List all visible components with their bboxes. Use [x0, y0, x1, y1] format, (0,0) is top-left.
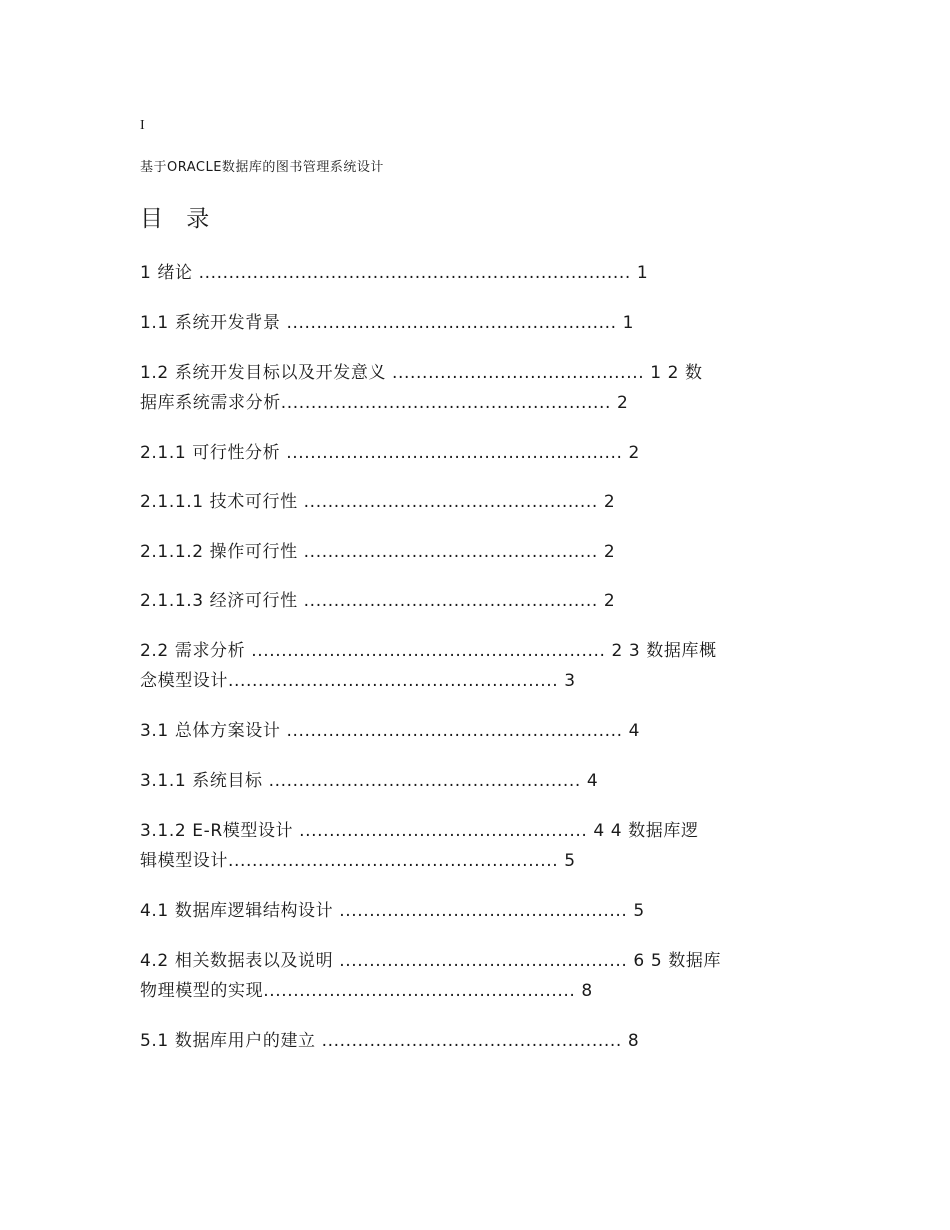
- toc-entry[interactable]: [140, 816, 699, 876]
- toc-entry-line: 1.1 系统开发背景 ....................................................... 1: [140, 313, 635, 333]
- toc-entry[interactable]: [140, 586, 615, 616]
- toc-entry-line: 3.1.1 系统目标 .................................................... 4: [140, 771, 599, 791]
- toc-entry-line: 物理模型的实现.................................................... 8: [140, 981, 593, 1001]
- toc-entry-line: 3.1 总体方案设计 ........................................................ 4: [140, 721, 641, 741]
- toc-entry[interactable]: [140, 258, 648, 288]
- toc-entry-line: 念模型设计....................................................... 3: [140, 671, 576, 691]
- toc-entry-line: 3.1.2 E-R模型设计 ................................................ 4 4 数据库逻: [140, 821, 699, 841]
- toc-entry[interactable]: [140, 766, 598, 796]
- toc-entry[interactable]: [140, 438, 640, 468]
- toc-entry-line: 5.1 数据库用户的建立 .................................................. 8: [140, 1031, 640, 1051]
- toc-entry-line: 2.1.1.2 操作可行性 ................................................. 2: [140, 542, 616, 562]
- toc-entry-line: 4.2 相关数据表以及说明 ................................................ 6 5 数据库: [140, 951, 722, 971]
- toc-entry[interactable]: [140, 1026, 639, 1056]
- toc-entry[interactable]: [140, 487, 615, 517]
- toc-entry-line: 2.1.1 可行性分析 ........................................................ 2: [140, 443, 640, 463]
- toc-entry[interactable]: [140, 896, 645, 926]
- toc-entry-line: 2.1.1.3 经济可行性 ................................................. 2: [140, 591, 616, 611]
- toc-entry[interactable]: [140, 537, 615, 567]
- toc-entry[interactable]: [140, 946, 721, 1006]
- toc-entry[interactable]: [140, 358, 703, 418]
- toc-entry[interactable]: [140, 716, 640, 746]
- toc-entry-line: 1 绪论 ........................................................................ 1: [140, 263, 649, 283]
- toc-heading: 目 录: [140, 206, 218, 232]
- toc-entry-line: 4.1 数据库逻辑结构设计 ................................................ 5: [140, 901, 645, 921]
- page-number: I: [140, 118, 145, 133]
- toc-entry-line: 据库系统需求分析....................................................... 2: [140, 393, 629, 413]
- toc-entry-line: 2.1.1.1 技术可行性 ................................................. 2: [140, 492, 616, 512]
- toc-entry-line: 2.2 需求分析 ........................................................... 2 3 数据库概: [140, 641, 717, 661]
- document-title: 基于ORACLE数据库的图书管理系统设计: [140, 160, 384, 175]
- toc-entry[interactable]: [140, 308, 634, 338]
- toc-entry-line: 辑模型设计....................................................... 5: [140, 851, 576, 871]
- toc-entry-line: 1.2 系统开发目标以及开发意义 .......................................... 1 2 数: [140, 363, 703, 383]
- toc-entry[interactable]: [140, 636, 717, 696]
